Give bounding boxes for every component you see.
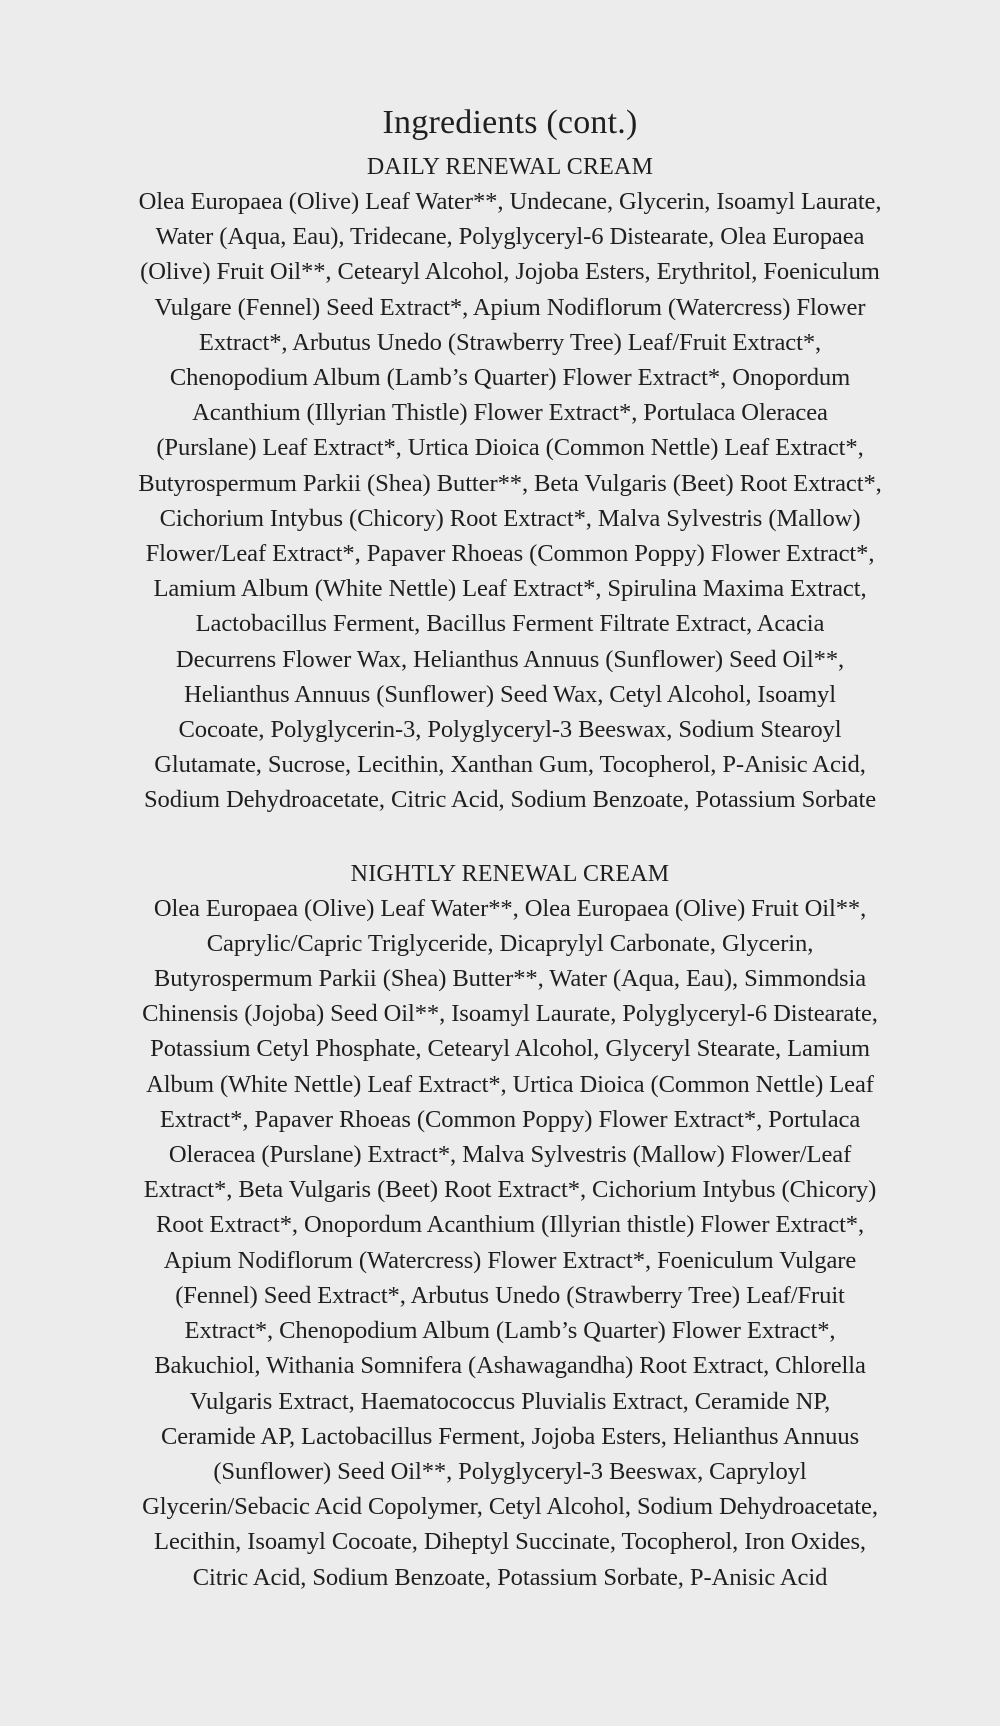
nightly-renewal-cream-section — [80, 857, 940, 1595]
ingredient-line: Acanthium (Illyrian Thistle) Flower Extract*, Portulaca Oleracea — [192, 399, 828, 427]
ingredient-line: Butyrospermum Parkii (Shea) Butter**, Beta Vulgaris (Beet) Root Extract*, — [138, 469, 882, 497]
ingredient-line: Chinensis (Jojoba) Seed Oil**, Isoamyl Laurate, Polyglyceryl-6 Distearate, — [142, 1000, 878, 1028]
ingredient-line: Olea Europaea (Olive) Leaf Water**, Olea Europaea (Olive) Fruit Oil**, — [153, 894, 867, 922]
ingredient-line: Vulgare (Fennel) Seed Extract*, Apium Nodiflorum (Watercress) Flower — [154, 293, 866, 321]
daily-renewal-cream-ingredients — [80, 184, 940, 818]
ingredient-line: Decurrens Flower Wax, Helianthus Annuus (Sunflower) Seed Oil**, — [175, 645, 845, 673]
ingredient-line: Potassium Cetyl Phosphate, Cetearyl Alcohol, Glyceryl Stearate, Lamium — [150, 1035, 870, 1063]
ingredient-line: Root Extract*, Onopordum Acanthium (Illyrian thistle) Flower Extract*, — [155, 1211, 865, 1239]
ingredient-line: Cocoate, Polyglycerin-3, Polyglyceryl-3 Beeswax, Sodium Stearoyl — [178, 716, 842, 744]
ingredient-line: Olea Europaea (Olive) Leaf Water**, Undecane, Glycerin, Isoamyl Laurate, — [138, 188, 882, 215]
ingredient-line: Oleracea (Purslane) Extract*, Malva Sylvestris (Mallow) Flower/Leaf — [168, 1141, 852, 1169]
nightly-renewal-cream-ingredients — [80, 891, 940, 1595]
ingredient-line: Caprylic/Capric Triglyceride, Dicaprylyl Carbonate, Glycerin, — [206, 929, 814, 957]
daily-renewal-cream-title: DAILY RENEWAL CREAM — [366, 154, 654, 180]
section-spacer — [80, 818, 940, 853]
ingredient-line: Chenopodium Album (Lamb’s Quarter) Flower Extract*, Onopordum — [169, 364, 851, 392]
ingredient-line: Extract*, Chenopodium Album (Lamb’s Quarter) Flower Extract*, — [184, 1317, 836, 1345]
nightly-renewal-cream-title: NIGHTLY RENEWAL CREAM — [350, 860, 670, 887]
ingredient-line: Cichorium Intybus (Chicory) Root Extract*, Malva Sylvestris (Mallow) — [159, 504, 861, 532]
ingredient-line: Lamium Album (White Nettle) Leaf Extract*, Spirulina Maxima Extract, — [153, 575, 867, 603]
ingredient-line: Apium Nodiflorum (Watercress) Flower Extract*, Foeniculum Vulgare — [163, 1246, 857, 1274]
ingredient-line: Album (White Nettle) Leaf Extract*, Urtica Dioica (Common Nettle) Leaf — [146, 1070, 874, 1098]
ingredient-line: Ceramide AP, Lactobacillus Ferment, Jojoba Esters, Helianthus Annuus — [160, 1422, 860, 1450]
ingredient-line: Glycerin/Sebacic Acid Copolymer, Cetyl Alcohol, Sodium Dehydroacetate, — [142, 1493, 878, 1521]
ingredient-line: (Fennel) Seed Extract*, Arbutus Unedo (Strawberry Tree) Leaf/Fruit — [175, 1281, 845, 1309]
daily-renewal-cream-section — [80, 150, 940, 818]
page-title: Ingredients (cont.) — [382, 104, 638, 141]
ingredient-line: Glutamate, Sucrose, Lecithin, Xanthan Gum, Tocopherol, P-Anisic Acid, — [154, 751, 866, 779]
ingredient-line: Extract*, Beta Vulgaris (Beet) Root Extract*, Cichorium Intybus (Chicory) — [143, 1176, 877, 1204]
ingredient-line: Helianthus Annuus (Sunflower) Seed Wax, Cetyl Alcohol, Isoamyl — [184, 680, 836, 708]
ingredient-line: (Sunflower) Seed Oil**, Polyglyceryl-3 Beeswax, Capryloyl — [213, 1457, 807, 1485]
ingredient-line: (Purslane) Leaf Extract*, Urtica Dioica (Common Nettle) Leaf Extract*, — [156, 434, 864, 462]
ingredient-line: Flower/Leaf Extract*, Papaver Rhoeas (Common Poppy) Flower Extract*, — [145, 540, 875, 568]
ingredients-content — [80, 100, 940, 1595]
ingredient-line: Extract*, Papaver Rhoeas (Common Poppy) Flower Extract*, Portulaca — [159, 1105, 861, 1133]
ingredient-line: Water (Aqua, Eau), Tridecane, Polyglyceryl-6 Distearate, Olea Europaea — [155, 223, 865, 251]
ingredient-line: Vulgaris Extract, Haematococcus Pluvialis Extract, Ceramide NP, — [189, 1387, 831, 1415]
ingredient-line: Sodium Dehydroacetate, Citric Acid, Sodium Benzoate, Potassium Sorbate — [143, 786, 877, 814]
ingredient-line: Butyrospermum Parkii (Shea) Butter**, Water (Aqua, Eau), Simmondsia — [153, 965, 867, 993]
ingredient-line: Extract*, Arbutus Unedo (Strawberry Tree) Leaf/Fruit Extract*, — [198, 328, 822, 356]
ingredient-line: Lecithin, Isoamyl Cocoate, Diheptyl Succinate, Tocopherol, Iron Oxides, — [154, 1528, 866, 1556]
ingredient-line: Citric Acid, Sodium Benzoate, Potassium Sorbate, P-Anisic Acid — [192, 1563, 828, 1591]
ingredient-line: (Olive) Fruit Oil**, Cetearyl Alcohol, Jojoba Esters, Erythritol, Foeniculum — [140, 258, 880, 286]
ingredient-line: Bakuchiol, Withania Somnifera (Ashawagandha) Root Extract, Chlorella — [154, 1352, 866, 1380]
ingredient-line: Lactobacillus Ferment, Bacillus Ferment Filtrate Extract, Acacia — [195, 610, 825, 638]
